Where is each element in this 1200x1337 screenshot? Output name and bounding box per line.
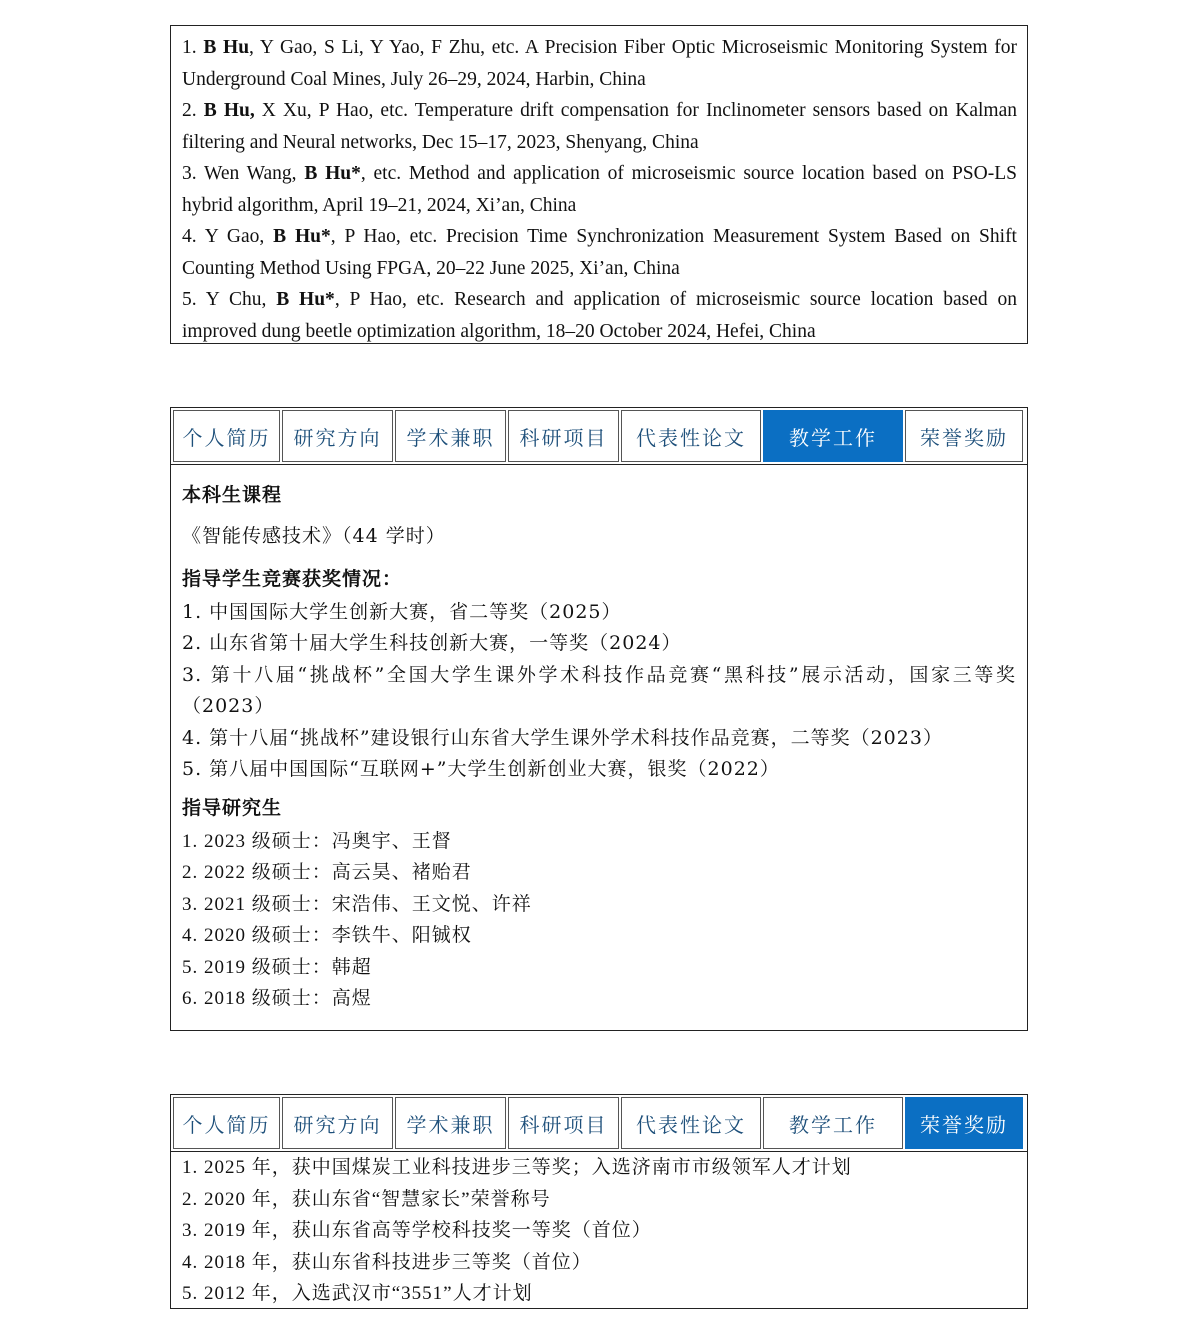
teaching-section	[170, 407, 1028, 1031]
publication-item: 4. Y Gao, B Hu*, P Hao, etc. Precision Time Synchronization Measurement System Based on Shift Counting Method Using FPGA, 20–22 June 2025, Xi’an, China	[182, 226, 1017, 279]
tab-academic-positions[interactable]: 学术兼职	[395, 1097, 506, 1149]
award-item: 3. 第十八届“挑战杯”全国大学生课外学术科技作品竞赛“黑科技”展示活动，国家三等奖（2023）	[182, 663, 1016, 717]
publication-item: 1. B Hu, Y Gao, S Li, Y Yao, F Zhu, etc. A Precision Fiber Optic Microseismic Monitoring System for Underground Coal Mines, July 26–29, 2024, Harbin, China	[182, 37, 1017, 90]
tab-resume[interactable]: 个人简历	[173, 410, 280, 462]
graduate-item: 3. 2021 级硕士：宋浩伟、王文悦、许祥	[182, 893, 532, 915]
conference-publications-box	[170, 25, 1028, 344]
tab-academic-positions[interactable]: 学术兼职	[395, 410, 506, 462]
competition-awards-heading: 指导学生竞赛获奖情况：	[182, 567, 403, 590]
honor-item: 5. 2012 年，入选武汉市“3551”人才计划	[182, 1283, 533, 1304]
honors-section	[170, 1094, 1028, 1309]
tab-research-direction[interactable]: 研究方向	[282, 410, 393, 462]
tab-representative-papers[interactable]: 代表性论文	[621, 410, 761, 462]
tab-bar	[171, 408, 1027, 465]
tab-representative-papers[interactable]: 代表性论文	[621, 1097, 761, 1149]
tab-research-projects[interactable]: 科研项目	[508, 410, 619, 462]
award-item: 2. 山东省第十届大学生科技创新大赛，一等奖（2024）	[182, 632, 682, 654]
graduate-item: 4. 2020 级硕士：李铁牛、阳铖权	[182, 925, 472, 946]
tab-research-projects[interactable]: 科研项目	[508, 1097, 619, 1149]
publication-item: 3. Wen Wang, B Hu*, etc. Method and application of microseismic source location based on PSO-LS hybrid algorithm, April 19–21, 2024, Xi’an, China	[182, 163, 1017, 216]
course-item: 《智能传感技术》（44 学时）	[182, 525, 446, 547]
tab-honors[interactable]: 荣誉奖励	[905, 1097, 1023, 1149]
tab-bar	[171, 1095, 1027, 1152]
tab-resume[interactable]: 个人简历	[173, 1097, 280, 1149]
tab-teaching[interactable]: 教学工作	[763, 410, 903, 462]
graduate-item: 6. 2018 级硕士：高煜	[182, 988, 372, 1009]
courses-heading: 本科生课程	[182, 484, 283, 506]
graduate-item: 5. 2019 级硕士：韩超	[182, 956, 372, 978]
publication-item: 5. Y Chu, B Hu*, P Hao, etc. Research and application of microseismic source location based on improved dung beetle optimization algorithm, 18–20 October 2024, Hefei, China	[182, 289, 1017, 342]
graduate-item: 2. 2022 级硕士：高云昊、褚贻君	[182, 862, 472, 883]
award-item: 4. 第十八届“挑战杯”建设银行山东省大学生课外学术科技作品竞赛，二等奖（2023）	[182, 726, 943, 749]
award-item: 5. 第八届中国国际“互联网+”大学生创新创业大赛，银奖（2022）	[182, 758, 780, 780]
publication-item: 2. B Hu, X Xu, P Hao, etc. Temperature drift compensation for Inclinometer sensors based on Kalman filtering and Neural networks, Dec 15–17, 2023, Shenyang, China	[182, 100, 1017, 153]
award-item: 1. 中国国际大学生创新大赛，省二等奖（2025）	[182, 600, 622, 623]
honors-content	[171, 1152, 1027, 1310]
tab-honors[interactable]: 荣誉奖励	[905, 410, 1023, 462]
honor-item: 3. 2019 年，获山东省高等学校科技奖一等奖（首位）	[182, 1220, 652, 1241]
honor-item: 2. 2020 年，获山东省“智慧家长”荣誉称号	[182, 1188, 551, 1210]
honor-item: 1. 2025 年，获中国煤炭工业科技进步三等奖；入选济南市市级领军人才计划	[182, 1157, 852, 1178]
teaching-content	[171, 465, 1027, 1015]
honor-item: 4. 2018 年，获山东省科技进步三等奖（首位）	[182, 1251, 592, 1273]
tab-research-direction[interactable]: 研究方向	[282, 1097, 393, 1149]
graduate-item: 1. 2023 级硕士：冯奥宇、王督	[182, 830, 452, 852]
tab-teaching[interactable]: 教学工作	[763, 1097, 903, 1149]
graduate-students-heading: 指导研究生	[182, 796, 283, 819]
